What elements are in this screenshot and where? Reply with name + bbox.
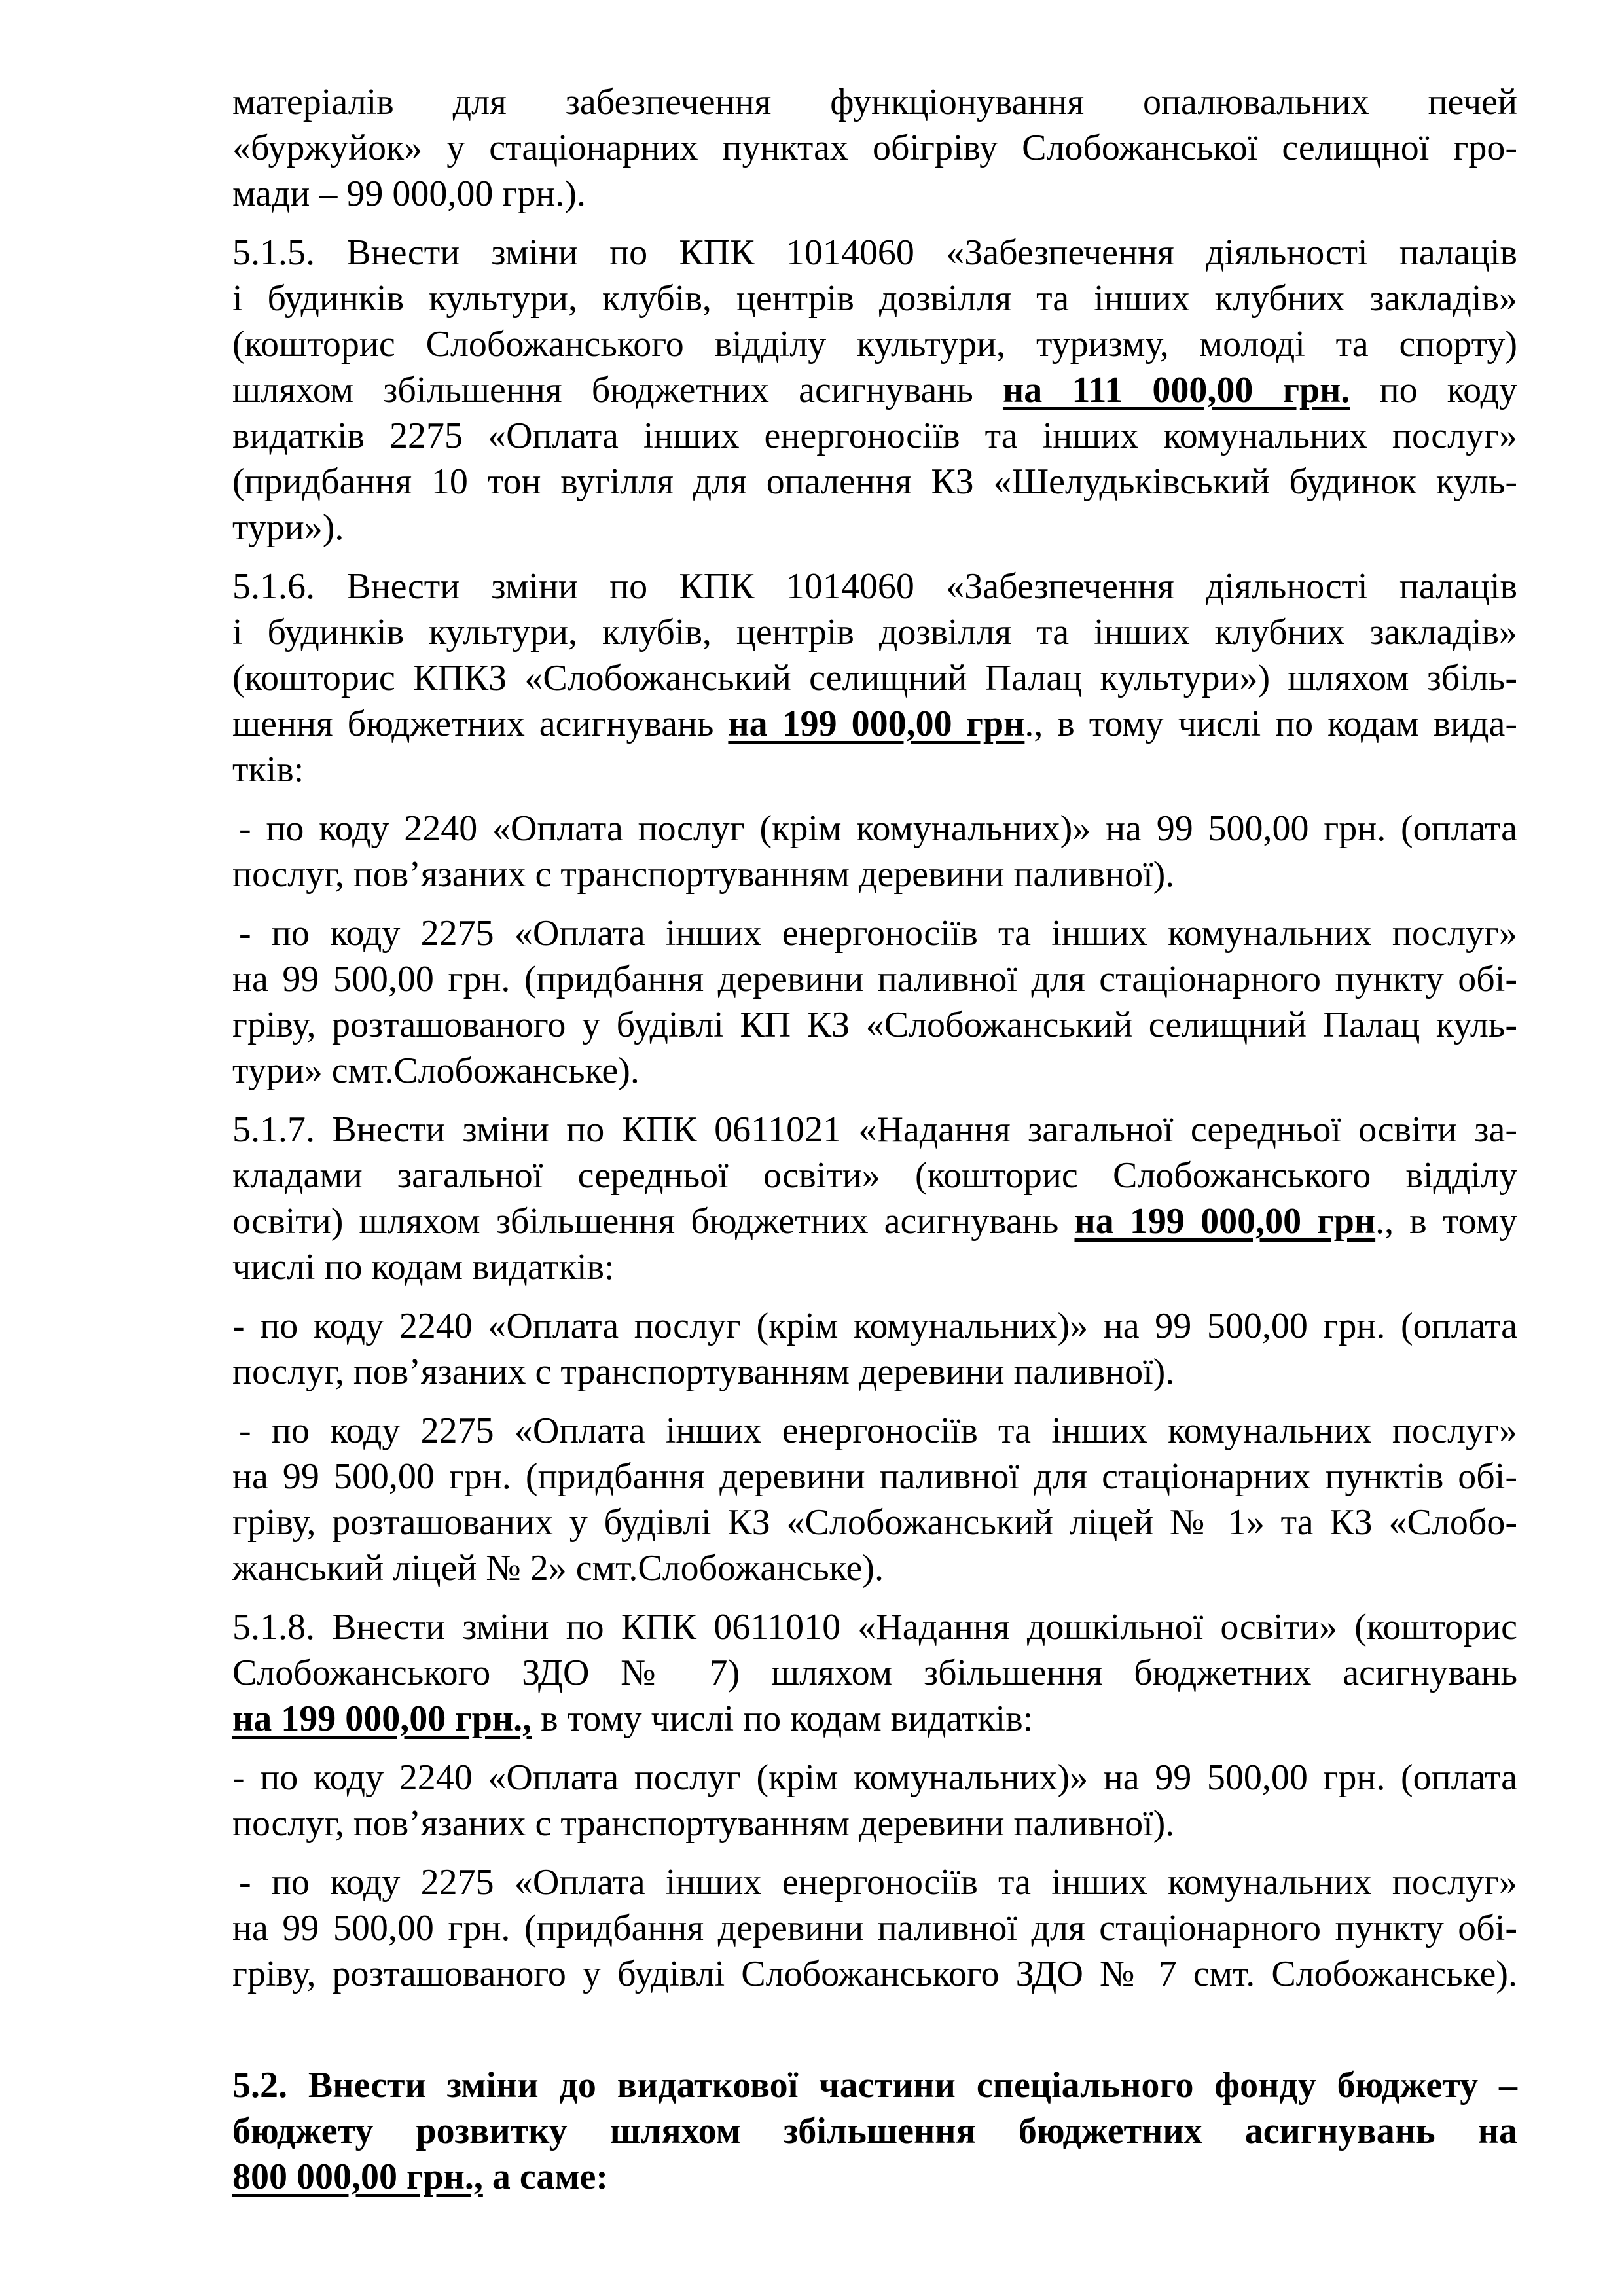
text-line [232,413,1517,459]
text-line [232,1545,1517,1591]
text-segment: а саме: [482,2157,609,2197]
text-segment: видатків 2275 «Оплата інших енергоносіїв та інших комунальних послуг» [232,416,1517,456]
highlighted-amount: на 199 000,00 грн [728,704,1025,744]
text-segment: шення бюджетних асигнувань [232,704,729,744]
text-segment: 5.1.7. Внести зміни по КПК 0611021 «Надання загальної середньої освіти за- [232,1109,1517,1150]
text-segment: «буржуйок» у стаціонарних пунктах обігріву Слобожанської селищної гро- [232,128,1517,168]
text-line [232,1604,1517,1650]
paragraph-item-5-1-8 [232,1604,1517,1742]
text-segment: 5.2. Внести зміни до видаткової частини спеціального фонду бюджету – [232,2065,1517,2106]
text-segment: на 99 500,00 грн. (придбання деревини паливної для стаціонарних пунктів обі- [232,1456,1517,1497]
text-segment: (придбання 10 тон вугілля для опалення КЗ «Шелудьківський будинок куль- [232,461,1517,502]
text-segment: - по коду 2240 «Оплата послуг (крім комунальних)» на 99 500,00 грн. (оплата [232,1306,1517,1346]
text-segment: - по коду 2240 «Оплата послуг (крім комунальних)» на 99 500,00 грн. (оплата [232,1757,1517,1798]
text-line [232,1002,1517,1048]
text-segment: послуг, пов’язаних с транспортуванням деревини паливної). [232,1803,1175,1844]
text-line [232,1198,1517,1244]
text-segment: по коду [1350,370,1517,410]
text-line [232,1755,1517,1801]
paragraph-item-5-1-5 [232,230,1517,550]
text-segment: освіти) шляхом збільшення бюджетних асигнувань [232,1201,1075,1242]
text-line [232,1859,1517,1905]
text-line [232,1696,1517,1742]
text-segment: 5.1.8. Внести зміни по КПК 0611010 «Надання дошкільної освіти» (кошторис [232,1607,1517,1647]
text-segment: 5.1.6. Внести зміни по КПК 1014060 «Забезпечення діяльності палаців [232,566,1517,607]
text-line [232,1499,1517,1545]
text-line [232,1454,1517,1499]
text-segment: (кошторис Слобожанського відділу культури, туризму, молоді та спорту) [232,324,1517,365]
text-segment: - по коду 2275 «Оплата інших енергоносіїв та інших комунальних послуг» [239,913,1517,954]
text-segment: на 99 500,00 грн. (придбання деревини паливної для стаціонарного пункту обі- [232,1908,1517,1948]
text-line [232,1153,1517,1198]
text-line [232,609,1517,655]
paragraph-item-5-1-6 [232,564,1517,793]
text-segment: (кошторис КПКЗ «Слобожанський селищний Палац культури») шляхом збіль- [232,658,1517,698]
text-line [232,1349,1517,1395]
paragraph-item-5-1-8-code-2240 [232,1755,1517,1846]
text-segment: послуг, пов’язаних с транспортуванням деревини паливної). [232,1352,1175,1392]
text-line [232,701,1517,747]
text-segment: - по коду 2275 «Оплата інших енергоносіїв та інших комунальних послуг» [239,1410,1517,1451]
text-segment: ., в тому числі по кодам вида- [1024,704,1517,744]
text-line [232,956,1517,1002]
text-segment: гріву, розташованих у будівлі КЗ «Слобожанський ліцей № 1» та КЗ «Слобо- [232,1502,1517,1543]
text-line [232,747,1517,793]
text-segment: тури» смт.Слобожанське). [232,1050,640,1091]
text-line [232,505,1517,550]
paragraph-section-5-2 [232,2062,1517,2200]
text-line [232,367,1517,413]
text-line [232,2154,1517,2200]
text-line [232,125,1517,171]
paragraph-intro-continuation [232,79,1517,217]
text-line [232,171,1517,217]
text-segment: тури»). [232,507,344,548]
highlighted-amount: 800 000,00 грн., [232,2157,483,2197]
text-line [232,321,1517,367]
highlighted-amount: на 199 000,00 грн [1074,1201,1376,1242]
text-segment: тків: [232,749,304,790]
text-segment: числі по кодам видатків: [232,1247,615,1287]
text-segment: Слобожанського ЗДО № 7) шляхом збільшення бюджетних асигнувань [232,1653,1517,1693]
text-line [232,1905,1517,1951]
text-segment: кладами загальної середньої освіти» (кошторис Слобожанського відділу [232,1155,1517,1196]
document-page [232,79,1517,2213]
text-line [232,1801,1517,1846]
text-line [232,1303,1517,1349]
text-line [232,564,1517,609]
paragraph-item-5-1-7 [232,1107,1517,1290]
paragraph-item-5-1-7-code-2240 [232,1303,1517,1395]
paragraph-item-5-1-8-code-2275 [232,1859,1517,1997]
text-line [232,1048,1517,1094]
text-line [232,1650,1517,1696]
highlighted-amount: на 199 000,00 грн., [232,1698,532,1739]
text-line [232,1107,1517,1153]
text-segment: - по коду 2275 «Оплата інших енергоносіїв та інших комунальних послуг» [239,1862,1517,1903]
text-segment: шляхом збільшення бюджетних асигнувань [232,370,1003,410]
text-segment: жанський ліцей № 2» смт.Слобожанське). [232,1548,884,1588]
text-line [232,655,1517,701]
text-segment: ., в тому [1375,1201,1518,1242]
text-line [232,2062,1517,2108]
text-segment: - по коду 2240 «Оплата послуг (крім комунальних)» на 99 500,00 грн. (оплата [239,808,1517,849]
text-line [232,230,1517,276]
highlighted-amount: на 111 000,00 грн. [1002,370,1350,410]
text-line [232,806,1517,852]
text-line [232,1951,1517,1997]
text-line [232,459,1517,505]
text-segment: в тому числі по кодам видатків: [532,1698,1034,1739]
paragraph-item-5-1-7-code-2275 [232,1408,1517,1591]
text-line [232,1244,1517,1290]
text-line [232,2108,1517,2154]
text-segment: бюджету розвитку шляхом збільшення бюджетних асигнувань на [232,2111,1517,2151]
text-segment: послуг, пов’язаних с транспортуванням деревини паливної). [232,854,1175,895]
text-segment: гріву, розташованого у будівлі КП КЗ «Слобожанський селищний Палац куль- [232,1005,1517,1045]
text-segment: матеріалів для забезпечення функціонування опалювальних печей [232,82,1517,122]
paragraph-item-5-1-6-code-2275 [232,910,1517,1094]
text-segment: 5.1.5. Внести зміни по КПК 1014060 «Забезпечення діяльності палаців [232,232,1517,273]
text-line [232,79,1517,125]
paragraph-item-5-1-6-code-2240 [232,806,1517,897]
text-line [232,852,1517,897]
text-segment: і будинків культури, клубів, центрів дозвілля та інших клубних закладів» [232,612,1517,653]
text-segment: і будинків культури, клубів, центрів дозвілля та інших клубних закладів» [232,278,1517,319]
text-line [232,910,1517,956]
text-line [232,276,1517,321]
text-segment: мади – 99 000,00 грн.). [232,173,586,214]
text-segment: на 99 500,00 грн. (придбання деревини паливної для стаціонарного пункту обі- [232,959,1517,999]
text-segment: гріву, розташованого у будівлі Слобожанського ЗДО № 7 смт. Слобожанське). [232,1954,1517,1994]
text-line [232,1408,1517,1454]
